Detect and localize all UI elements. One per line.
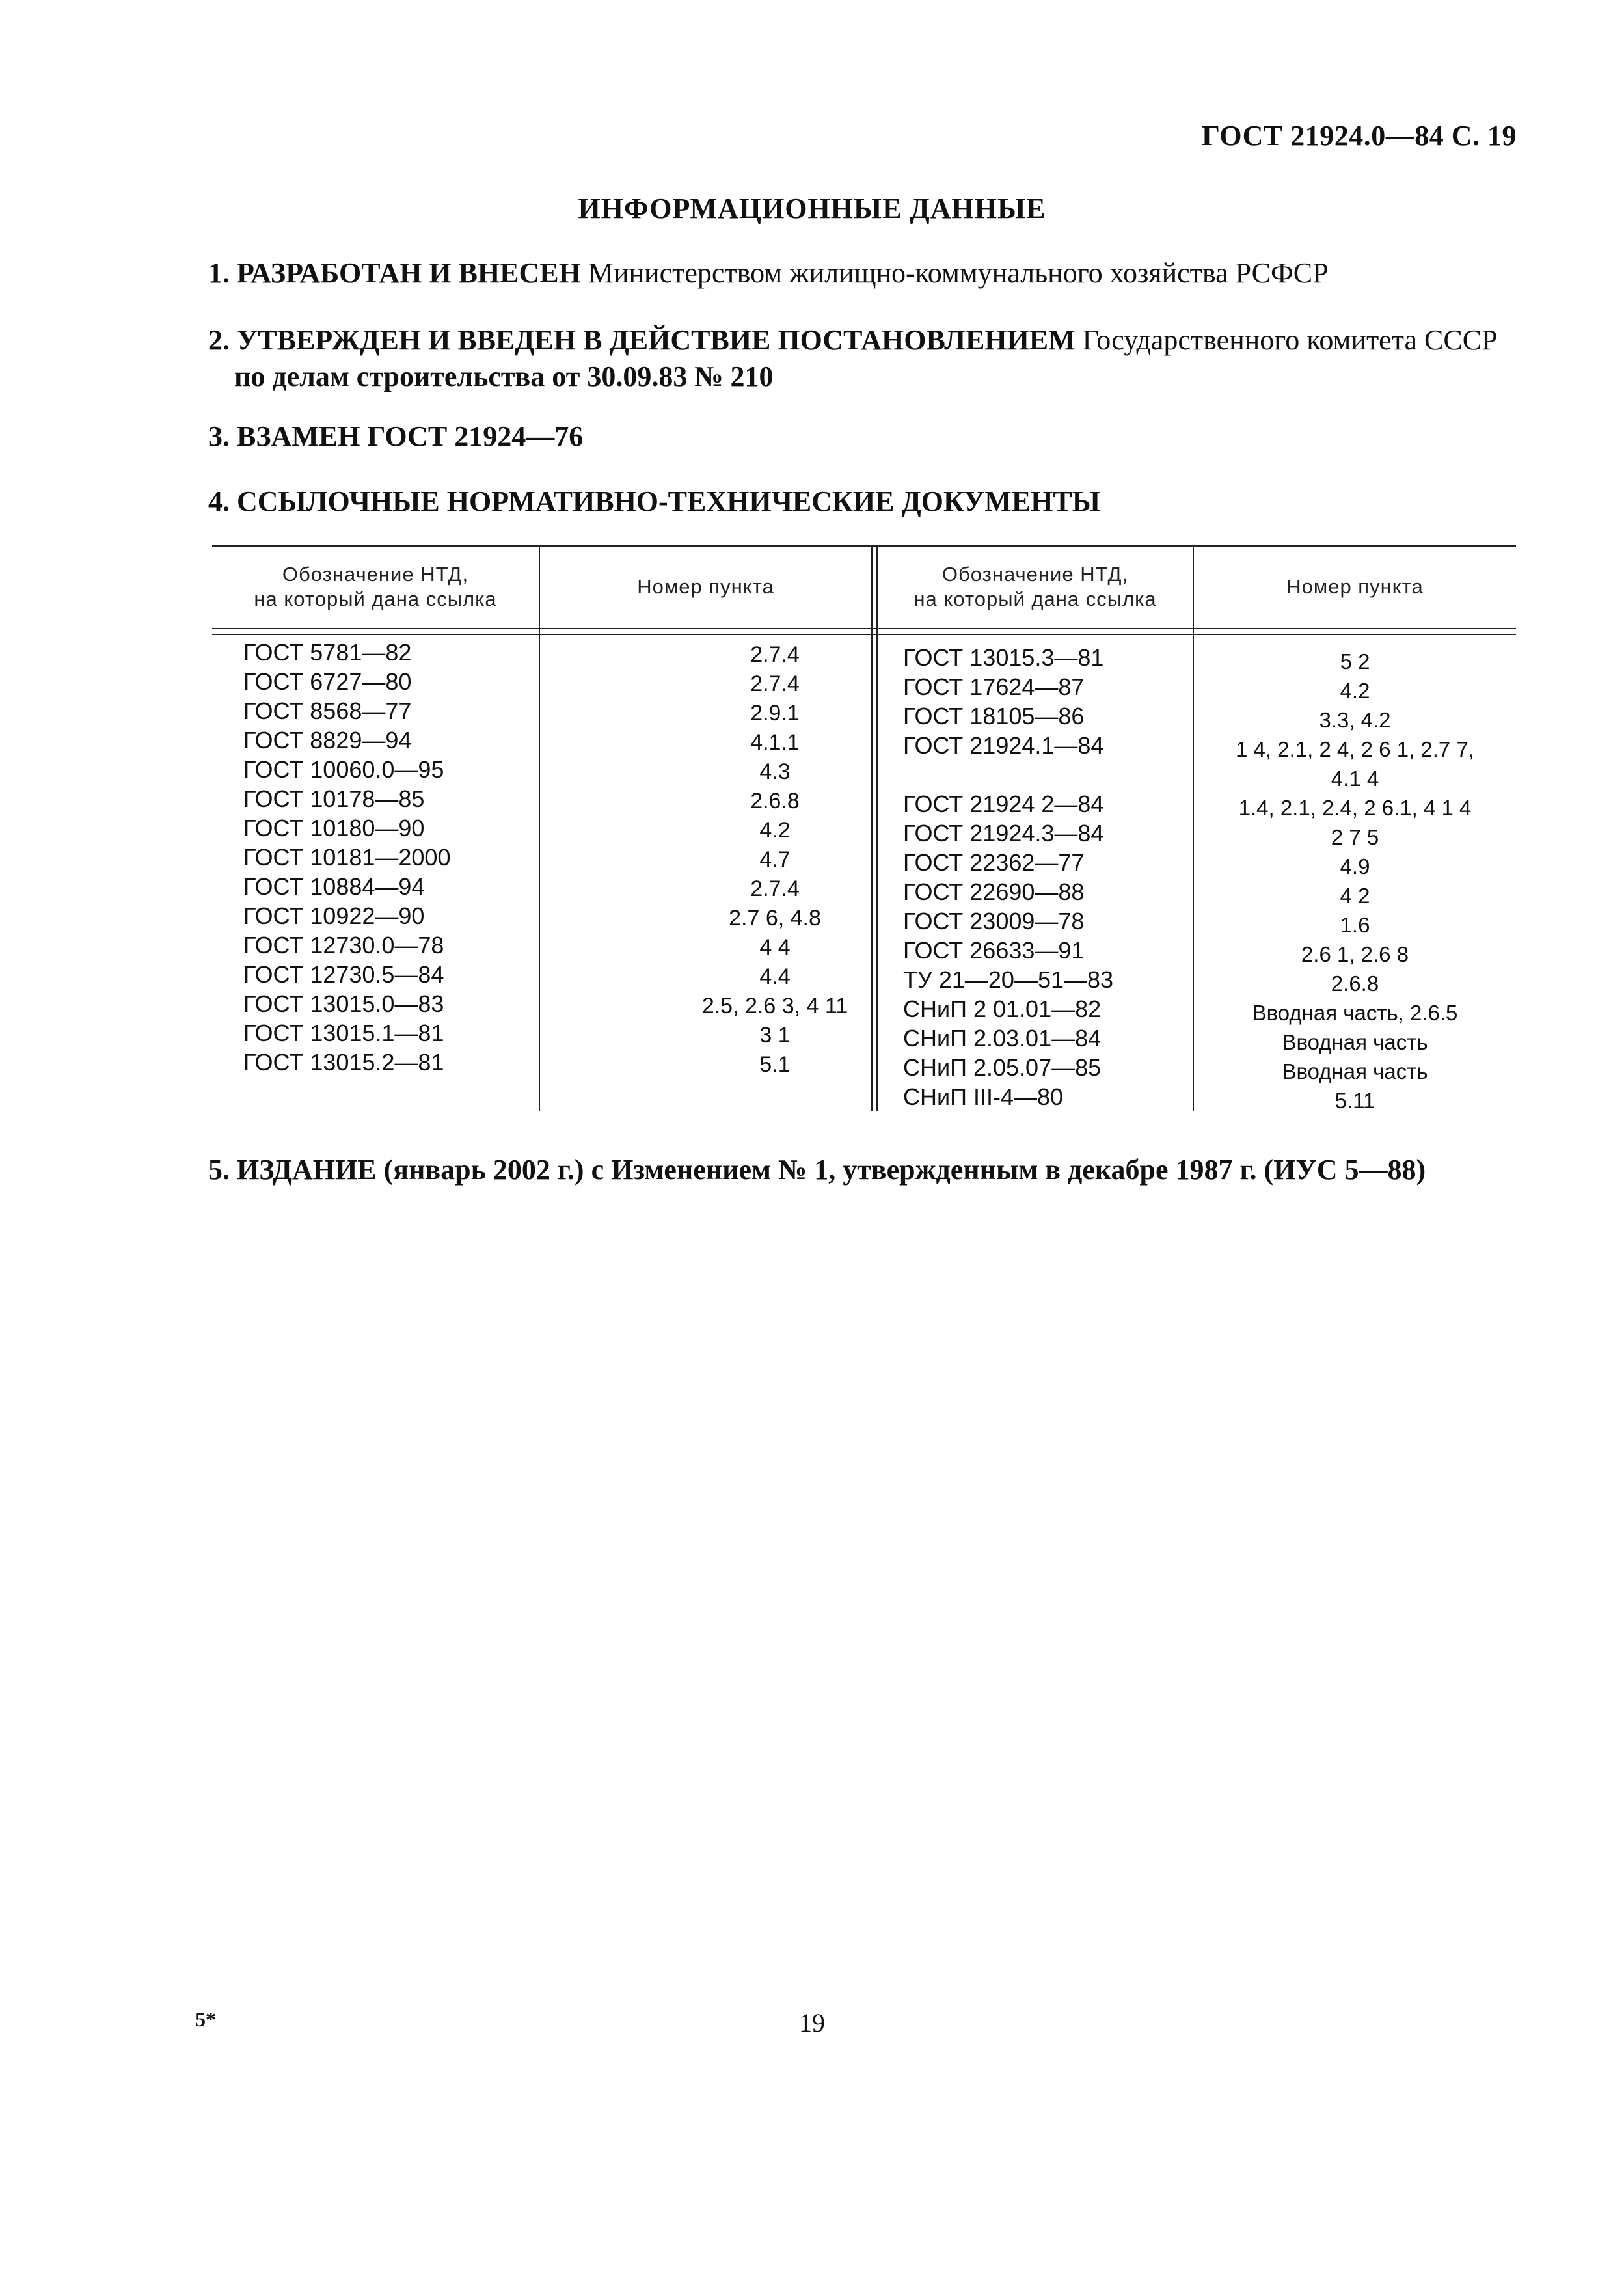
- table-cell-designation: ГОСТ 10180—90: [243, 815, 425, 841]
- item-text: Министерством жилищно-коммунального хозяйства РСФСР: [588, 257, 1329, 289]
- table-cell-number: 4.9: [1340, 854, 1370, 878]
- table-cell-designation: ГОСТ 6727—80: [243, 668, 412, 695]
- item-lead: РАЗРАБОТАН И ВНЕСЕН: [237, 257, 581, 289]
- table-cell-number: 2.5, 2.6 3, 4 11: [701, 994, 848, 1018]
- table-cell-number: 2.7.4: [750, 642, 800, 667]
- table-cell-number: 4.1.1: [750, 730, 800, 755]
- item-number: 4.: [208, 485, 230, 517]
- table-cell-number: 2.9.1: [750, 701, 800, 726]
- right-number-list: [1194, 647, 1516, 1115]
- table-cell-designation: ГОСТ 10181—2000: [243, 844, 451, 871]
- table-cell-number: 2.6 1, 2.6 8: [1301, 942, 1409, 966]
- table-cell-number: Вводная часть: [1282, 1059, 1428, 1083]
- table-cell-number: 4.2: [759, 818, 791, 843]
- header-designation-right: Обозначение НТД, на который дана ссылка: [914, 562, 1157, 610]
- table-cell-designation: ГОСТ 22362—77: [903, 849, 1085, 876]
- table-cell-number: 5.11: [1334, 1089, 1375, 1113]
- info-item-5: [208, 1152, 1536, 1188]
- table-cell-number: Вводная часть: [1282, 1030, 1428, 1054]
- info-item-2: [208, 322, 1536, 395]
- table-cell-number: 2.7.4: [750, 672, 800, 696]
- left-number-list: [616, 640, 934, 1080]
- table-cell-number: 2.7 6, 4.8: [729, 906, 821, 931]
- info-item-3: [208, 418, 1536, 455]
- table-cell-designation: ГОСТ 21924.3—84: [903, 820, 1104, 847]
- item-continuation: по делам строительства от 30.09.83 № 210: [234, 360, 774, 392]
- table-cell-number: Вводная часть, 2.6.5: [1252, 1001, 1458, 1025]
- table-cell-designation: ГОСТ 10178—85: [243, 785, 425, 812]
- table-cell-number: 2.7.4: [750, 877, 800, 901]
- left-designation-list: [243, 638, 536, 1077]
- table-cell-number: 4.3: [759, 759, 791, 784]
- document-title: ИНФОРМАЦИОННЫЕ ДАННЫЕ: [578, 193, 1046, 224]
- table-cell-designation: ГОСТ 26633—91: [903, 937, 1085, 964]
- table-cell-designation: ГОСТ 10884—94: [243, 873, 425, 900]
- item-number: 3.: [208, 420, 230, 452]
- table-cell-designation: ГОСТ 13015.3—81: [903, 644, 1104, 671]
- item-lead: УТВЕРЖДЕН И ВВЕДЕН В ДЕЙСТВИЕ ПОСТАНОВЛЕНИЕМ: [237, 324, 1076, 356]
- table-cell-designation: ГОСТ 8829—94: [243, 727, 412, 754]
- table-cell-designation: ГОСТ 21924 2—84: [903, 791, 1104, 817]
- table-cell-designation: СНиП 2 01.01—82: [903, 996, 1102, 1022]
- item-number: 1.: [208, 257, 230, 289]
- table-cell-number: 4.4: [759, 964, 791, 989]
- item-number: 5.: [208, 1154, 230, 1186]
- table-header-rule: [212, 628, 1516, 629]
- table-cell-designation: ГОСТ 23009—78: [903, 908, 1085, 934]
- table-cell-designation: ГОСТ 8568—77: [243, 698, 412, 724]
- table-cell-designation: СНиП III-4—80: [903, 1083, 1064, 1110]
- table-cell-designation: ГОСТ 13015.0—83: [243, 990, 444, 1017]
- table-cell-designation: ГОСТ 17624—87: [903, 673, 1085, 700]
- table-cell-number: 4.7: [759, 847, 791, 872]
- table-cell-number: 3 1: [759, 1023, 791, 1048]
- item-number: 2.: [208, 324, 230, 356]
- table-cell-designation: ГОСТ 10922—90: [243, 903, 425, 929]
- item-lead: ССЫЛОЧНЫЕ НОРМАТИВНО-ТЕХНИЧЕСКИЕ ДОКУМЕНТЫ: [237, 485, 1100, 517]
- table-cell-number-continuation: 4.1 4: [1331, 767, 1379, 791]
- table-cell-number: 2.6.8: [1331, 972, 1379, 996]
- table-cell-number: 5 2: [1340, 649, 1370, 673]
- table-cell-number: 2 7 5: [1331, 825, 1379, 849]
- table-column-divider: [539, 545, 540, 1111]
- page-header-designation: ГОСТ 21924.0—84 С. 19: [1201, 120, 1517, 152]
- table-cell-number: 4 4: [759, 935, 791, 960]
- signature-mark: 5*: [195, 2007, 216, 2031]
- table-cell-designation: ГОСТ 18105—86: [903, 703, 1085, 729]
- table-cell-number: 1.6: [1340, 913, 1370, 937]
- table-cell-designation: СНиП 2.03.01—84: [903, 1025, 1102, 1052]
- item-lead: ИЗДАНИЕ (январь 2002 г.) с Изменением № 1, утвержденным в декабре 1987 г. (ИУС 5—88): [237, 1154, 1426, 1186]
- table-cell-designation: ГОСТ 13015.1—81: [243, 1020, 444, 1046]
- table-cell-spacer: [903, 760, 1189, 789]
- table-cell-designation: СНиП 2.05.07—85: [903, 1054, 1102, 1081]
- table-cell-designation: ГОСТ 22690—88: [903, 878, 1085, 905]
- table-cell-number: 2.6.8: [750, 789, 800, 813]
- table-cell-number: 1.4, 2.1, 2.4, 2 6.1, 4 1 4: [1238, 796, 1472, 820]
- header-number-right: Номер пункта: [1286, 575, 1424, 598]
- header-number-left: Номер пункта: [637, 575, 774, 598]
- table-cell-designation: ГОСТ 12730.0—78: [243, 932, 444, 958]
- table-cell-designation: ГОСТ 5781—82: [243, 639, 412, 666]
- info-item-4: [208, 483, 1536, 520]
- table-cell-designation: ГОСТ 21924.1—84: [903, 732, 1104, 759]
- table-cell-number: 4.2: [1340, 679, 1370, 703]
- info-item-1: [208, 255, 1536, 292]
- table-cell-designation: ГОСТ 13015.2—81: [243, 1049, 444, 1076]
- table-cell-number: 3.3, 4.2: [1319, 708, 1391, 732]
- table-cell-designation: ГОСТ 12730.5—84: [243, 961, 444, 988]
- table-header-rule-double: [212, 634, 1516, 635]
- right-designation-list: [903, 643, 1189, 1111]
- table-cell-number: 4 2: [1340, 884, 1370, 908]
- table-cell-number: 1 4, 2.1, 2 4, 2 6 1, 2.7 7,: [1236, 737, 1474, 761]
- item-lead: ВЗАМЕН ГОСТ 21924—76: [237, 420, 584, 452]
- table-cell-number: 5.1: [759, 1052, 791, 1077]
- table-cell-designation: ГОСТ 10060.0—95: [243, 756, 444, 783]
- page-number: 19: [799, 2008, 825, 2037]
- item-text: Государственного комитета СССР: [1082, 324, 1498, 356]
- header-designation-left: Обозначение НТД, на который дана ссылка: [254, 562, 497, 610]
- table-cell-designation: ТУ 21—20—51—83: [903, 966, 1114, 993]
- reference-documents-table: [212, 545, 1516, 1119]
